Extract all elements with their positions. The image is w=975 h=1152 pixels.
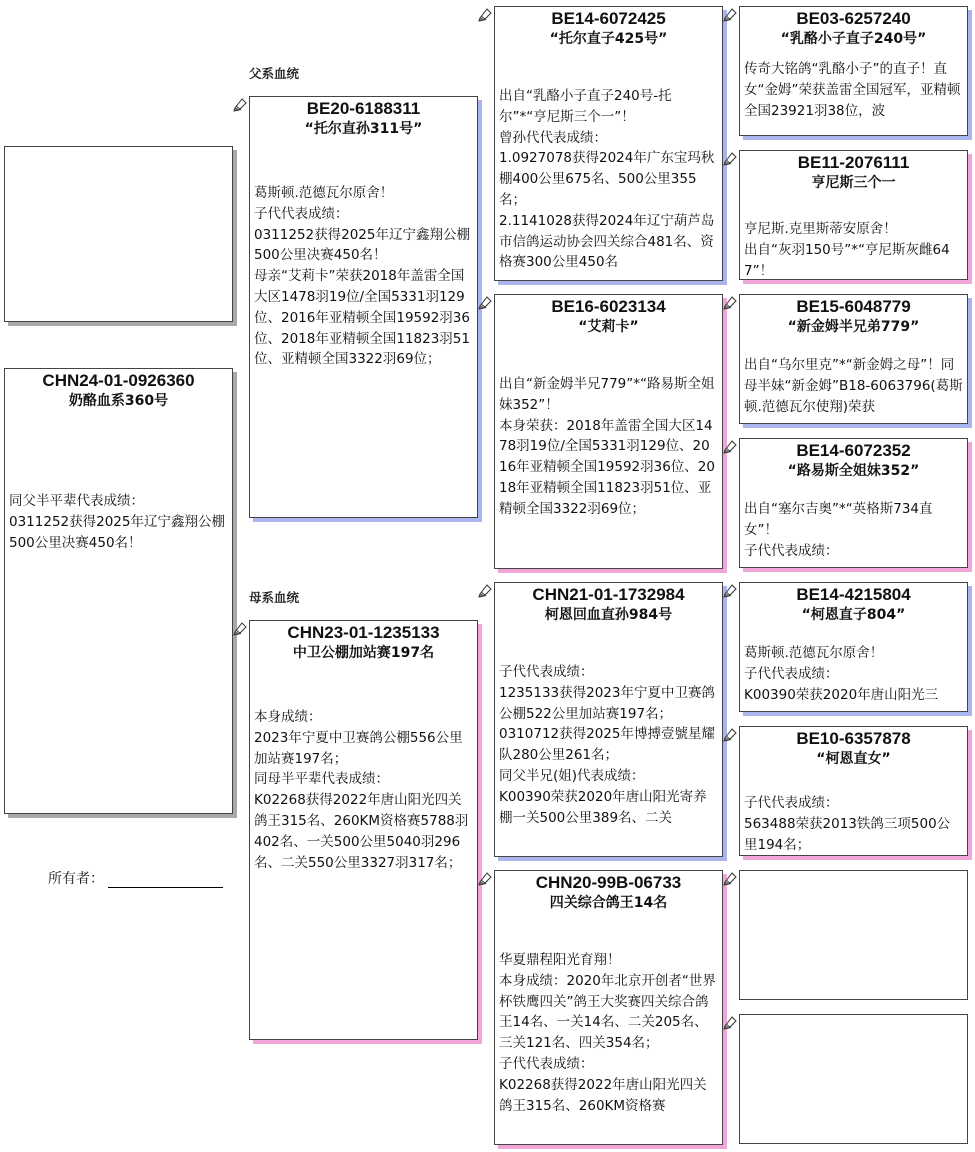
note-line: 子代代表成绩： — [744, 665, 839, 682]
sire-dam-notes — [495, 374, 722, 520]
pencil-icon[interactable] — [723, 295, 738, 310]
pencil-icon[interactable] — [723, 727, 738, 742]
note-line: 出自“灰羽150号”*“亨尼斯灰雌647”！ — [744, 241, 950, 279]
sire-line-label: 父系血统 — [249, 66, 300, 81]
sss-ring: BE03-6257240 — [796, 9, 911, 28]
pencil-icon[interactable] — [478, 7, 493, 22]
dsd-notes — [740, 793, 967, 855]
note-line: 本身成绩：2020年北京开创者“世界杯铁鹰四关”鸽王大奖赛四关综合鸽王14名、一关14名、二关205名、三关121名、四关354名； — [499, 972, 716, 1052]
pencil-icon[interactable] — [723, 583, 738, 598]
sds-name: “新金姆半兄弟779” — [787, 319, 920, 335]
pencil-icon[interactable] — [233, 621, 248, 636]
pencil-icon[interactable] — [723, 439, 738, 454]
sds-ring: BE15-6048779 — [796, 297, 911, 316]
note-line: 2.1141028获得2024年辽宁葫芦岛市信鸽运动协会四关综合481名、资格赛300公里450名 — [499, 212, 715, 271]
ssd-name: 亨尼斯三个一 — [811, 175, 896, 191]
ddd-card-empty[interactable] — [739, 1014, 968, 1144]
note-line: 出自“塞尔吉奥”*“英格斯734直女”！ — [744, 501, 933, 538]
note-line: 子代代表成绩： — [254, 205, 349, 222]
dam-sire-notes — [495, 662, 722, 828]
note-line: 出自“乌尔里克”*“新金姆之母”！同母半妹“新金姆”B18-6063796(葛斯顿.范德瓦尔使翔)荣获 — [744, 357, 963, 415]
note-line: 亨尼斯.克里斯蒂安原舍！ — [744, 221, 897, 237]
photo-placeholder — [4, 146, 233, 322]
sds-card[interactable] — [739, 294, 968, 424]
note-line: 0310712获得2025年博搏壹號星耀队280公里261名； — [499, 726, 715, 764]
note-line: K00390荣获2020年唐山阳光寄养棚一关500公里389名、二关 — [499, 788, 707, 826]
sss-card[interactable] — [739, 6, 968, 136]
sss-notes — [740, 59, 967, 121]
note-line: 子代代表成绩： — [744, 795, 839, 811]
dam-dam-name: 四关综合鸽王14名 — [549, 895, 668, 911]
subject-name: 奶酪血系360号 — [68, 393, 169, 409]
ssd-notes — [740, 219, 967, 280]
note-line: 子代代表成绩： — [499, 1055, 594, 1072]
note-line: 葛斯顿.范德瓦尔原舍！ — [744, 645, 884, 661]
note-line: 华夏鼎程阳光育翔！ — [499, 952, 621, 968]
dam-notes — [250, 707, 477, 873]
sire-ring: BE20-6188311 — [306, 99, 421, 118]
note-line: 出自“乳酪小子直子240号-托尔”*“亨尼斯三个一”！ — [499, 88, 672, 125]
note-line: 0311252获得2025年辽宁鑫翔公棚500公里决赛450名！ — [9, 513, 225, 551]
subject-card[interactable] — [4, 368, 233, 814]
pencil-icon[interactable] — [478, 295, 493, 310]
note-line: 1235133获得2023年宁夏中卫赛鸽公棚522公里加站赛197名； — [499, 684, 715, 722]
sire-card[interactable] — [249, 96, 478, 518]
dsd-ring: BE10-6357878 — [796, 729, 911, 748]
note-line: 同父半平辈代表成绩： — [9, 493, 144, 509]
sds-notes — [740, 355, 967, 417]
note-line: 1.0927078获得2024年广东宝玛秋棚400公里675名、500公里355名； — [499, 150, 715, 208]
note-line: 子代代表成绩： — [744, 542, 839, 559]
subject-ring: CHN24-01-0926360 — [42, 371, 195, 390]
dam-sire-ring: CHN21-01-1732984 — [532, 585, 685, 604]
note-line: 母亲“艾莉卡”荣获2018年盖雷全国大区1478羽19位/全国5331羽129位、2016年亚精顿全国19592羽36位、2018年亚精顿全国11823羽51位、亚精顿全国3322羽69位； — [254, 268, 470, 368]
sire-sire-name: “托尔直子425号” — [549, 31, 668, 47]
note-line: 同母半平辈代表成绩： — [254, 771, 389, 788]
note-line: 葛斯顿.范德瓦尔原舍！ — [254, 185, 394, 201]
sire-dam-card[interactable] — [494, 294, 723, 569]
note-line: 563488荣获2013铁鸽三项500公里194名； — [744, 815, 951, 853]
ssd-card[interactable] — [739, 150, 968, 280]
pencil-icon[interactable] — [723, 1015, 738, 1030]
dam-dam-notes — [495, 950, 722, 1116]
dam-line-label: 母系血统 — [249, 590, 300, 605]
note-line: 曾孙代代表成绩： — [499, 129, 607, 146]
dam-card[interactable] — [249, 620, 478, 1040]
dss-card[interactable] — [739, 582, 968, 712]
pencil-icon[interactable] — [233, 97, 248, 112]
dsd-card[interactable] — [739, 726, 968, 856]
pencil-icon[interactable] — [478, 871, 493, 886]
pencil-icon[interactable] — [723, 151, 738, 166]
owner-blank-line[interactable] — [108, 873, 223, 888]
note-line: 子代代表成绩： — [499, 664, 594, 680]
dds-card-empty[interactable] — [739, 870, 968, 1000]
note-line: K02268获得2022年唐山阳光四关鸽王315名、260KM资格赛5788羽402名、一关500公里5040羽296名、二关550公里3327羽317名； — [254, 792, 469, 871]
sdd-card[interactable] — [739, 438, 968, 568]
dam-dam-card[interactable] — [494, 870, 723, 1145]
note-line: K00390荣获2020年唐山阳光三 — [744, 686, 939, 703]
dss-name: “柯恩直子804” — [801, 607, 906, 623]
pencil-icon[interactable] — [723, 7, 738, 22]
sire-notes — [250, 183, 477, 370]
ssd-ring: BE11-2076111 — [797, 153, 910, 172]
dam-sire-card[interactable] — [494, 582, 723, 857]
note-line: 出自“新金姆半兄779”*“路易斯全姐妹352”！ — [499, 376, 715, 413]
sdd-name: “路易斯全姐妹352” — [787, 463, 920, 479]
note-line: 传奇大铭鸽“乳酪小子”的直子！直女“金姆”荣获盖雷全国冠军，亚精顿全国23921羽38位，波 — [744, 61, 961, 119]
note-line: 0311252获得2025年辽宁鑫翔公棚500公里决赛450名！ — [254, 226, 470, 264]
sdd-ring: BE14-6072352 — [796, 441, 911, 460]
sire-name: “托尔直孙311号” — [304, 121, 423, 137]
dam-ring: CHN23-01-1235133 — [287, 623, 440, 642]
dsd-name: “柯恩直女” — [816, 751, 891, 767]
dam-dam-ring: CHN20-99B-06733 — [535, 873, 682, 892]
subject-notes — [5, 491, 232, 553]
dss-ring: BE14-4215804 — [796, 585, 911, 604]
note-line: 本身成绩： — [254, 709, 322, 725]
sire-dam-ring: BE16-6023134 — [551, 297, 666, 316]
pencil-icon[interactable] — [478, 583, 493, 598]
owner-field — [48, 868, 223, 888]
dam-name: 中卫公棚加站赛197名 — [292, 645, 435, 661]
sdd-notes — [740, 499, 967, 561]
sire-sire-ring: BE14-6072425 — [551, 9, 666, 28]
note-line: 本身荣获：2018年盖雷全国大区1478羽19位/全国5331羽129位、2016年亚精顿全国19592羽36位、2018年亚精顿全国11823羽51位、亚精顿全国3322羽69位； — [499, 417, 715, 517]
dam-sire-name: 柯恩回血直孙984号 — [544, 607, 673, 623]
owner-label: 所有者： — [48, 871, 104, 887]
sire-dam-name: “艾莉卡” — [578, 319, 639, 335]
dss-notes — [740, 643, 967, 705]
note-line: K02268获得2022年唐山阳光四关鸽王315名、260KM资格赛 — [499, 1076, 707, 1114]
pencil-icon[interactable] — [723, 871, 738, 886]
sire-sire-card[interactable] — [494, 6, 723, 281]
note-line: 2023年宁夏中卫赛鸽公棚556公里加站赛197名； — [254, 729, 463, 767]
sire-sire-notes — [495, 86, 722, 273]
note-line: 同父半兄(姐)代表成绩： — [499, 767, 645, 784]
sss-name: “乳酪小子直子240号” — [780, 31, 927, 47]
